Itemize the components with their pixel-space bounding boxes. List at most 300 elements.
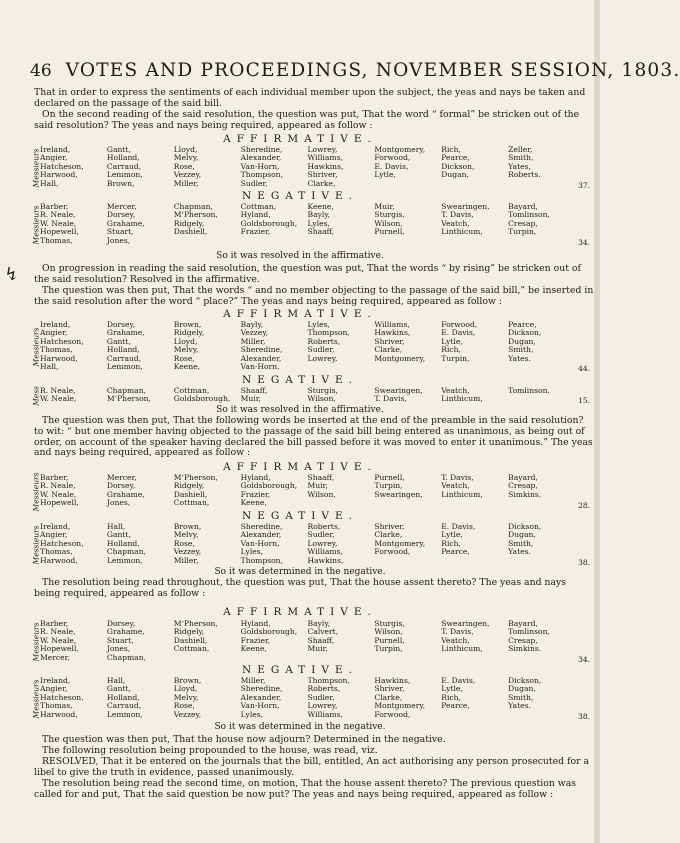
member-name: Muir, [240,394,261,404]
member-name: Angier, [40,153,68,163]
name-column [441,146,508,188]
vote-list [30,321,590,373]
name-column [441,203,508,245]
member-name: M‘Pherson, [173,473,218,482]
member-name: Thomas, [40,235,73,245]
member-name: Bayard, [508,202,538,211]
page-edge [594,0,600,843]
member-name: Sheredine, [240,345,283,355]
member-name: Veatch, [441,218,470,228]
member-name: Angier, [40,328,68,338]
member-name: Hawkins, [307,555,344,565]
name-column [308,387,375,404]
member-name: Miller, [240,336,266,346]
name-columns [40,321,575,371]
member-name: Brown, [173,522,202,531]
member-name: Alexander, [240,692,282,702]
negative-heading: NEGATIVE. [242,374,358,386]
member-name: Sudler, [240,178,268,188]
member-name: Lemmon, [106,170,143,180]
member-name: Lytle, [374,170,396,180]
name-column [241,474,308,508]
member-name: Cresap, [508,481,538,491]
member-name: Alexander, [240,353,282,363]
member-name: Goldsborough, [173,394,231,404]
member-name: Purnell, [374,473,405,482]
member-name: Hatcheson, [40,692,84,702]
name-column [374,146,441,188]
vote-list [30,677,590,721]
paragraph: The question was then put, That the following words be inserted at the end of the preamble in the said resolution? to wit: “ but one member having objected to the passage of the said bill being entered as unanimous, as being out of order, on account of the speaker having declared the bill passed before it was moved to enter it unanimous.” The yeas and nays being required, appeared as follow : [34,415,593,459]
member-name: Veatch, [441,481,470,491]
name-column [441,620,508,662]
name-column [174,474,241,508]
affirmative-heading: AFFIRMATIVE. [223,461,377,473]
member-name: Forwood, [441,320,478,329]
member-name: Simkins. [508,644,542,654]
name-column [174,146,241,188]
member-name: Wilson, [307,394,336,404]
name-column [107,387,174,404]
member-name: Miller, [173,178,199,188]
member-name: Turpin, [508,227,537,237]
member-name: Angier, [40,684,68,694]
vote-list [30,146,590,190]
member-name: Stuart, [106,227,134,237]
member-name: Ridgely, [173,481,205,491]
member-name: Linthicum, [441,489,483,499]
member-name: E. Davis, [374,161,409,171]
member-name: Grahame, [106,489,145,499]
vote-result: So it was determined in the negative. [214,722,386,732]
member-name: Calvert, [307,627,339,637]
name-column [40,387,107,404]
member-name: Vezzey, [173,709,202,719]
member-name: Tomlinson, [508,627,550,637]
member-name: Carraud, [106,353,142,363]
member-name: Hawkins, [374,676,411,685]
vote-total: 34. [578,655,590,664]
name-column [441,474,508,508]
name-columns [40,146,575,188]
member-name: Yates. [508,353,531,363]
member-name: Melvy, [173,345,199,355]
member-name: Ridgely, [173,328,205,338]
member-name: Dashiell, [173,489,208,499]
member-name: Roberts. [508,170,541,180]
member-name: Ireland, [40,676,71,685]
member-name: Lowrey, [307,353,338,363]
member-name: Shaaff, [307,227,335,237]
paragraph: On progression in reading the said resolution, the question was put, That the words “ by rising” be stricken out of the said resolution? Resolved in the affirmative. [34,263,581,285]
member-name: Hopewell, [40,227,79,237]
member-name: Clarke, [307,178,336,188]
name-column [441,387,508,404]
member-name: Jones, [106,235,131,245]
member-name: Hatcheson, [40,336,84,346]
member-name: Jones, [106,644,131,654]
member-name: Sturgis, [307,386,338,395]
member-name: M‘Pherson, [106,394,151,404]
name-column [441,523,508,565]
member-name: W. Neale, [40,218,77,228]
member-name: Ireland, [40,522,71,531]
messieurs-text: Messieurs [31,472,41,512]
page-title: VOTES AND PROCEEDINGS, NOVEMBER SESSION, 1803. [65,60,680,81]
member-name: Rich, [441,345,461,355]
member-name: Dorsey, [106,320,136,329]
member-name: Bayard, [508,619,538,628]
member-name: Thompson, [307,328,350,338]
member-name: Dickson, [508,522,542,531]
member-name: Tomlinson, [508,210,550,220]
member-name: Keene, [307,202,334,211]
member-name: R. Neale, [40,386,76,395]
member-name: Lyles, [307,320,330,329]
member-name: Melvy, [173,692,199,702]
member-name: Turpin, [441,353,470,363]
member-name: Lemmon, [106,709,143,719]
member-name: Vezzey, [240,328,269,338]
member-name: Hatcheson, [40,538,84,548]
member-name: Cottman, [173,386,210,395]
page-header [30,60,680,84]
member-name: Lemmon, [106,555,143,565]
member-name: Van-Horn, [240,538,280,548]
member-name: Thompson, [240,170,283,180]
member-name: Hall, [106,522,126,531]
vote-list [30,620,590,664]
affirmative-heading: AFFIRMATIVE. [223,606,377,618]
affirmative-heading: AFFIRMATIVE. [223,133,377,145]
member-name: T. Davis, [441,210,474,220]
member-name: Turpin, [374,481,403,491]
member-name: Ridgely, [173,627,205,637]
member-name: Brown, [173,320,202,329]
member-name: E. Davis, [441,522,476,531]
member-name: R. Neale, [40,627,76,637]
name-column [40,474,107,508]
member-name: Cottman, [240,202,277,211]
name-column [508,620,575,662]
name-columns [40,387,575,404]
name-column [107,474,174,508]
member-name: Melvy, [173,153,199,163]
member-name: Frazier, [240,635,271,645]
member-name: Sudler, [307,530,335,540]
member-name: Carraud, [106,161,142,171]
member-name: Rose, [173,538,195,548]
member-name: Barber, [40,619,69,628]
member-name: Harwood, [40,353,78,363]
member-name: Roberts, [307,522,341,531]
name-column [40,146,107,188]
name-column [508,387,575,404]
member-name: Gantt, [106,145,131,154]
name-column [374,474,441,508]
name-column [174,523,241,565]
name-column [241,387,308,404]
member-name: W. Neale, [40,489,77,499]
page-number: 46 [30,61,52,81]
member-name: Goldsborough, [240,481,298,491]
member-name: Brown, [173,676,202,685]
member-name: Veatch, [441,386,470,395]
member-name: Purnell, [374,227,405,237]
member-name: Dorsey, [106,210,136,220]
vote-total: 44. [578,364,590,373]
member-name: Van-Horn, [240,361,280,371]
member-name: Goldsborough, [240,218,298,228]
member-name: Holland, [106,153,140,163]
member-name: Tomlinson. [508,386,550,395]
member-name: Hopewell, [40,498,79,508]
margin-mark-icon: ↯ [4,264,20,285]
member-name: Roberts, [307,336,341,346]
member-name: Miller, [173,555,199,565]
paragraph: The question was then put, That the words “ and no member objecting to the passage of the said bill,” be inserted in the said resolution after the word “ place?” The yeas and nays being required, appeared as follow : [34,285,594,307]
member-name: Dashiell, [173,635,208,645]
member-name: Bayly, [307,210,331,220]
member-name: Rich, [441,692,461,702]
member-name: Swearingen, [374,489,423,499]
member-name: Wilson, [307,489,336,499]
member-name: Hall, [40,361,59,371]
member-name: Rose, [173,353,195,363]
member-name: Turpin, [374,644,403,654]
member-name: Yates, [508,161,531,171]
member-name: Thomas, [40,345,73,355]
member-name: Ridgely, [173,218,205,228]
name-column [241,321,308,371]
member-name: Melvy, [173,530,199,540]
member-name: Ireland, [40,145,71,154]
name-column [308,146,375,188]
member-name: Van-Horn, [240,701,280,711]
member-name: Pearce, [441,153,470,163]
name-column [508,677,575,719]
member-name: Van-Horn, [240,161,280,171]
member-name: Lyles, [307,218,330,228]
member-name: Cresap, [508,218,538,228]
name-column [308,677,375,719]
member-name: Rose, [173,701,195,711]
name-column [508,146,575,188]
negative-heading: NEGATIVE. [242,664,358,676]
member-name: Barber, [40,202,69,211]
member-name: Sheredine, [240,684,283,694]
member-name: Clarke, [374,345,403,355]
member-name: Hawkins, [374,328,411,338]
vote-list [30,474,590,510]
member-name: Hawkins, [307,161,344,171]
member-name: Montgomery, [374,145,426,154]
member-name: Hopewell, [40,644,79,654]
member-name: Dashiell, [173,227,208,237]
member-name: Dickson, [441,161,475,171]
member-name: Harwood, [40,555,78,565]
name-column [40,321,107,371]
name-column [40,523,107,565]
member-name: Miller, [240,676,266,685]
member-name: Lyles, [240,709,264,719]
vote-total: 37. [578,181,590,190]
member-name: Keene, [240,498,267,508]
vote-list [30,523,590,567]
member-name: Sturgis, [374,210,405,220]
member-name: Gantt, [106,336,131,346]
member-name: Hyland, [240,210,271,220]
name-column [374,620,441,662]
member-name: Thomas, [40,701,73,711]
member-name: Rich, [441,145,461,154]
name-columns [40,203,575,245]
member-name: Wilson, [374,218,403,228]
vote-total: 38. [578,712,590,721]
member-name: Sheredine, [240,522,283,531]
member-name: Keene, [173,361,201,371]
member-name: E. Davis, [441,328,476,338]
member-name: Thompson, [307,676,350,685]
messieurs-text: Messieurs [31,525,41,565]
member-name: Thompson, [240,555,283,565]
member-name: Keene, [240,644,267,654]
vote-list [30,203,590,247]
name-column [508,474,575,508]
member-name: Clarke, [374,530,403,540]
member-name: T. Davis, [374,394,407,404]
name-column [508,321,575,371]
name-column [174,677,241,719]
member-name: Sheredine, [240,145,283,154]
member-name: Lyles, [240,547,264,557]
member-name: Harwood, [40,709,78,719]
member-name: Lowrey, [307,701,338,711]
member-name: Lloyd, [173,336,198,346]
member-name: Pearce, [441,547,470,557]
name-column [107,146,174,188]
member-name: Chapman, [173,202,213,211]
member-name: Williams, [307,547,343,557]
member-name: Barber, [40,473,69,482]
member-name: W. Neale, [40,635,77,645]
member-name: Hyland, [240,473,271,482]
member-name: Lowrey, [307,145,338,154]
member-name: Hyland, [240,619,271,628]
member-name: Alexander, [240,153,282,163]
member-name: Muir, [307,481,328,491]
messieurs-text: Mess [31,386,41,406]
member-name: T. Davis, [441,473,474,482]
name-column [308,523,375,565]
member-name: Swearingen, [441,202,490,211]
paragraph: RESOLVED, That it be entered on the journals that the bill, entitled, An act authorising any person prosecuted for a libel to give the truth in evidence, passed unanimously. [34,756,590,778]
member-name: Sudler, [307,345,335,355]
messieurs-text: Messieurs [31,327,41,367]
name-column [374,387,441,404]
name-column [508,203,575,245]
member-name: Cottman, [173,644,210,654]
name-column [241,677,308,719]
name-column [308,474,375,508]
member-name: Mercer, [106,202,137,211]
member-name: Shaaff, [307,635,335,645]
member-name: Shaaff, [307,473,335,482]
member-name: Smith, [508,692,534,702]
member-name: Chapman, [106,652,146,662]
member-name: Rich, [441,538,461,548]
member-name: Linthicum, [441,644,483,654]
name-column [308,620,375,662]
member-name: Forwood, [374,153,411,163]
paragraph: The question was then put, That the house now adjourn? Determined in the negative. [42,734,446,745]
name-column [174,203,241,245]
name-column [241,523,308,565]
member-name: Dugan, [508,684,536,694]
member-name: Clarke, [374,692,403,702]
vote-total: 38. [578,558,590,567]
paragraph: That in order to express the sentiments of each individual member upon the subject, the yeas and nays be taken and declared on the passage of the said bill. [34,87,586,109]
member-name: Montgomery, [374,353,426,363]
member-name: Jones, [106,498,131,508]
name-column [374,677,441,719]
member-name: Dorsey, [106,619,136,628]
member-name: Thomas, [40,547,73,557]
name-columns [40,474,575,508]
name-column [174,321,241,371]
member-name: Sudler, [307,692,335,702]
member-name: Linthicum, [441,227,483,237]
member-name: Hall, [106,676,126,685]
name-column [374,203,441,245]
name-column [308,321,375,371]
vote-result: So it was resolved in the affirmative. [216,251,384,261]
member-name: Gantt, [106,684,131,694]
member-name: R. Neale, [40,210,76,220]
member-name: Harwood, [40,170,78,180]
member-name: Holland, [106,538,140,548]
vote-result: So it was determined in the negative. [214,567,386,577]
member-name: Lloyd, [173,684,198,694]
member-name: Swearingen, [441,619,490,628]
member-name: Zeller, [508,145,533,154]
member-name: E. Davis, [441,676,476,685]
name-column [374,321,441,371]
member-name: Bayard, [508,473,538,482]
member-name: Lloyd, [173,145,198,154]
member-name: Cresap, [508,635,538,645]
member-name: Vezzey, [173,170,202,180]
name-column [40,677,107,719]
messieurs-text: Messieurs [31,622,41,662]
member-name: Forwood, [374,547,411,557]
member-name: Chapman, [106,386,146,395]
member-name: Bayly, [307,619,331,628]
member-name: Lytle, [441,530,463,540]
name-column [441,321,508,371]
negative-heading: NEGATIVE. [242,190,358,202]
member-name: Roberts, [307,684,341,694]
member-name: Purnell, [374,635,405,645]
name-column [308,203,375,245]
member-name: Grahame, [106,328,145,338]
member-name: M‘Pherson, [173,210,218,220]
member-name: Montgomery, [374,701,426,711]
name-column [107,203,174,245]
member-name: Yates. [508,547,531,557]
name-column [441,677,508,719]
member-name: Muir, [374,202,395,211]
